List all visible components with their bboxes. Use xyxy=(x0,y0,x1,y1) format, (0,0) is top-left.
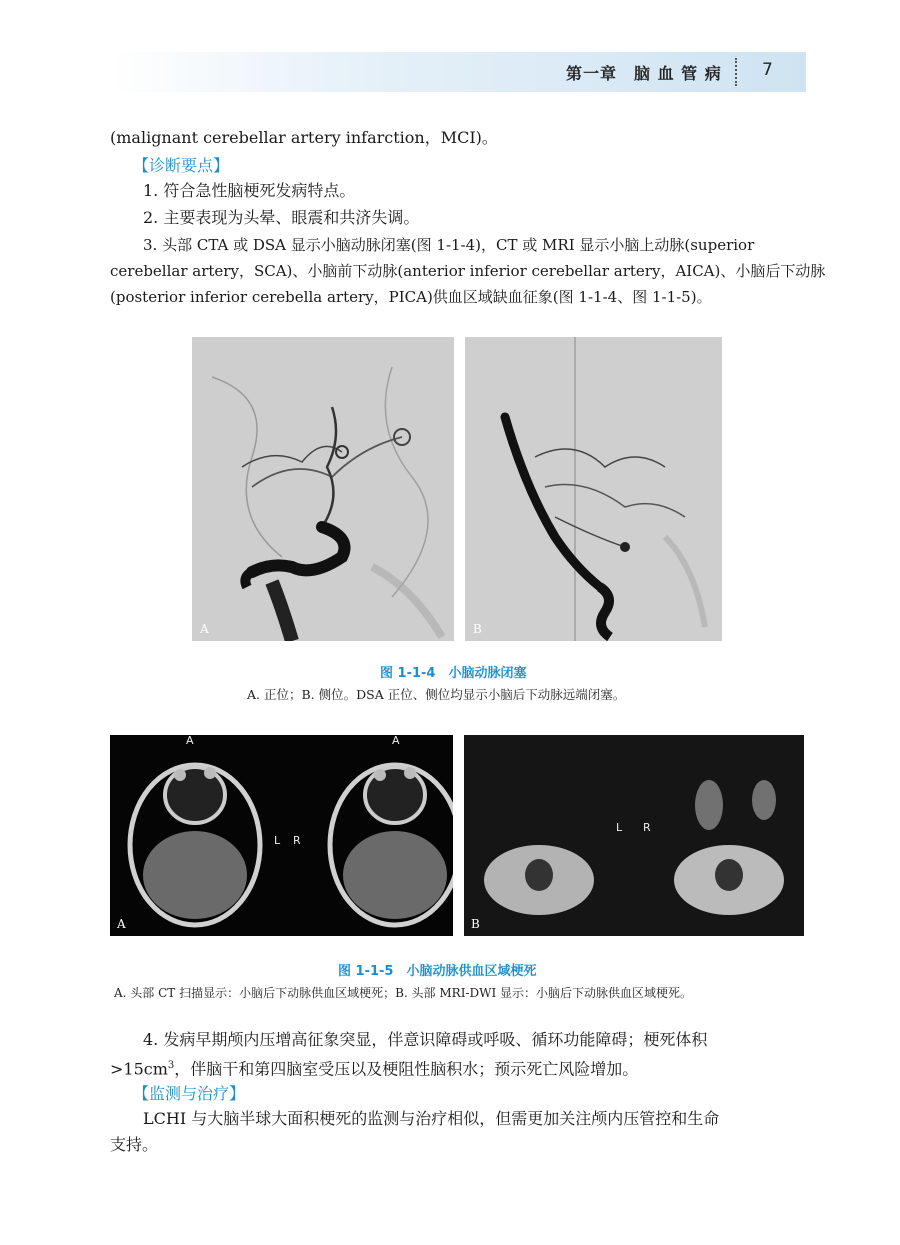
chapter-title: 第一章 脑 血 管 病 xyxy=(566,64,722,83)
diagnosis-point-3-line1: 3. 头部 CTA 或 DSA 显示小脑动脉闭塞(图 1-1-4)，CT 或 MRI 显示小脑上动脉(superior xyxy=(143,236,755,254)
panel-label-b: B xyxy=(473,622,482,636)
ct-left-marker: L xyxy=(274,834,281,847)
monitoring-line2: 支持。 xyxy=(110,1135,159,1154)
figure-1-1-5-caption: A. 头部 CT 扫描显示：小脑后下动脉供血区域梗死；B. 头部 MRI-DWI 显示：小脑后下动脉供血区域梗死。 xyxy=(114,986,693,1000)
ct-anterior-marker-1: A xyxy=(186,735,194,747)
figure-1-1-5-title: 图 1-1-5 小脑动脉供血区域梗死 xyxy=(338,964,537,979)
ct-right-marker: R xyxy=(293,834,301,847)
figure-1-1-4-title: 图 1-1-4 小脑动脉闭塞 xyxy=(380,666,527,681)
mri-left-marker: L xyxy=(616,821,623,834)
point-4-rest: ，伴脑干和第四脑室受压以及梗阻性脑积水；预示死亡风险增加。 xyxy=(174,1059,639,1079)
figure-1-1-4-caption: A. 正位；B. 侧位。DSA 正位、侧位均显示小脑后下动脉远端闭塞。 xyxy=(247,687,626,702)
panel-label-a: A xyxy=(200,622,209,636)
mci-line: (malignant cerebellar artery infarction，MCI)。 xyxy=(110,128,498,147)
volume-exponent: 3 xyxy=(167,1060,175,1071)
section-monitoring: 【监测与治疗】 xyxy=(133,1084,246,1103)
diagnosis-point-4-line2 xyxy=(110,1053,638,1082)
ct-anterior-marker-2: A xyxy=(392,735,400,747)
diagnosis-point-3-line2: cerebellar artery，SCA)、小脑前下动脉(anterior inferior cerebellar artery，AICA)、小脑后下动脉 xyxy=(110,262,826,280)
mri-right-marker: R xyxy=(643,821,651,834)
page-number: 7 xyxy=(762,60,773,80)
panel-label-a-ct: A xyxy=(117,917,126,931)
dsa-lateral-image xyxy=(465,337,722,641)
header-separator xyxy=(735,58,737,86)
diagnosis-point-3-line3: (posterior inferior cerebella artery，PICA)供血区域缺血征象(图 1-1-4、图 1-1-5)。 xyxy=(110,288,712,306)
monitoring-line1: LCHI 与大脑半球大面积梗死的监测与治疗相似，但需更加关注颅内压管控和生命 xyxy=(143,1109,720,1128)
volume-value: >15cm xyxy=(110,1059,168,1079)
ct-scan-image xyxy=(110,735,453,936)
section-diagnosis: 【诊断要点】 xyxy=(133,156,230,175)
dsa-frontal-image xyxy=(192,337,454,641)
diagnosis-point-4-line1: 4. 发病早期颅内压增高征象突显，伴意识障碍或呼吸、循环功能障碍；梗死体积 xyxy=(143,1030,708,1049)
mri-dwi-image xyxy=(464,735,804,936)
panel-label-b-mri: B xyxy=(471,917,480,931)
diagnosis-point-2: 2. 主要表现为头晕、眼震和共济失调。 xyxy=(143,208,420,227)
diagnosis-point-1: 1. 符合急性脑梗死发病特点。 xyxy=(143,181,356,200)
